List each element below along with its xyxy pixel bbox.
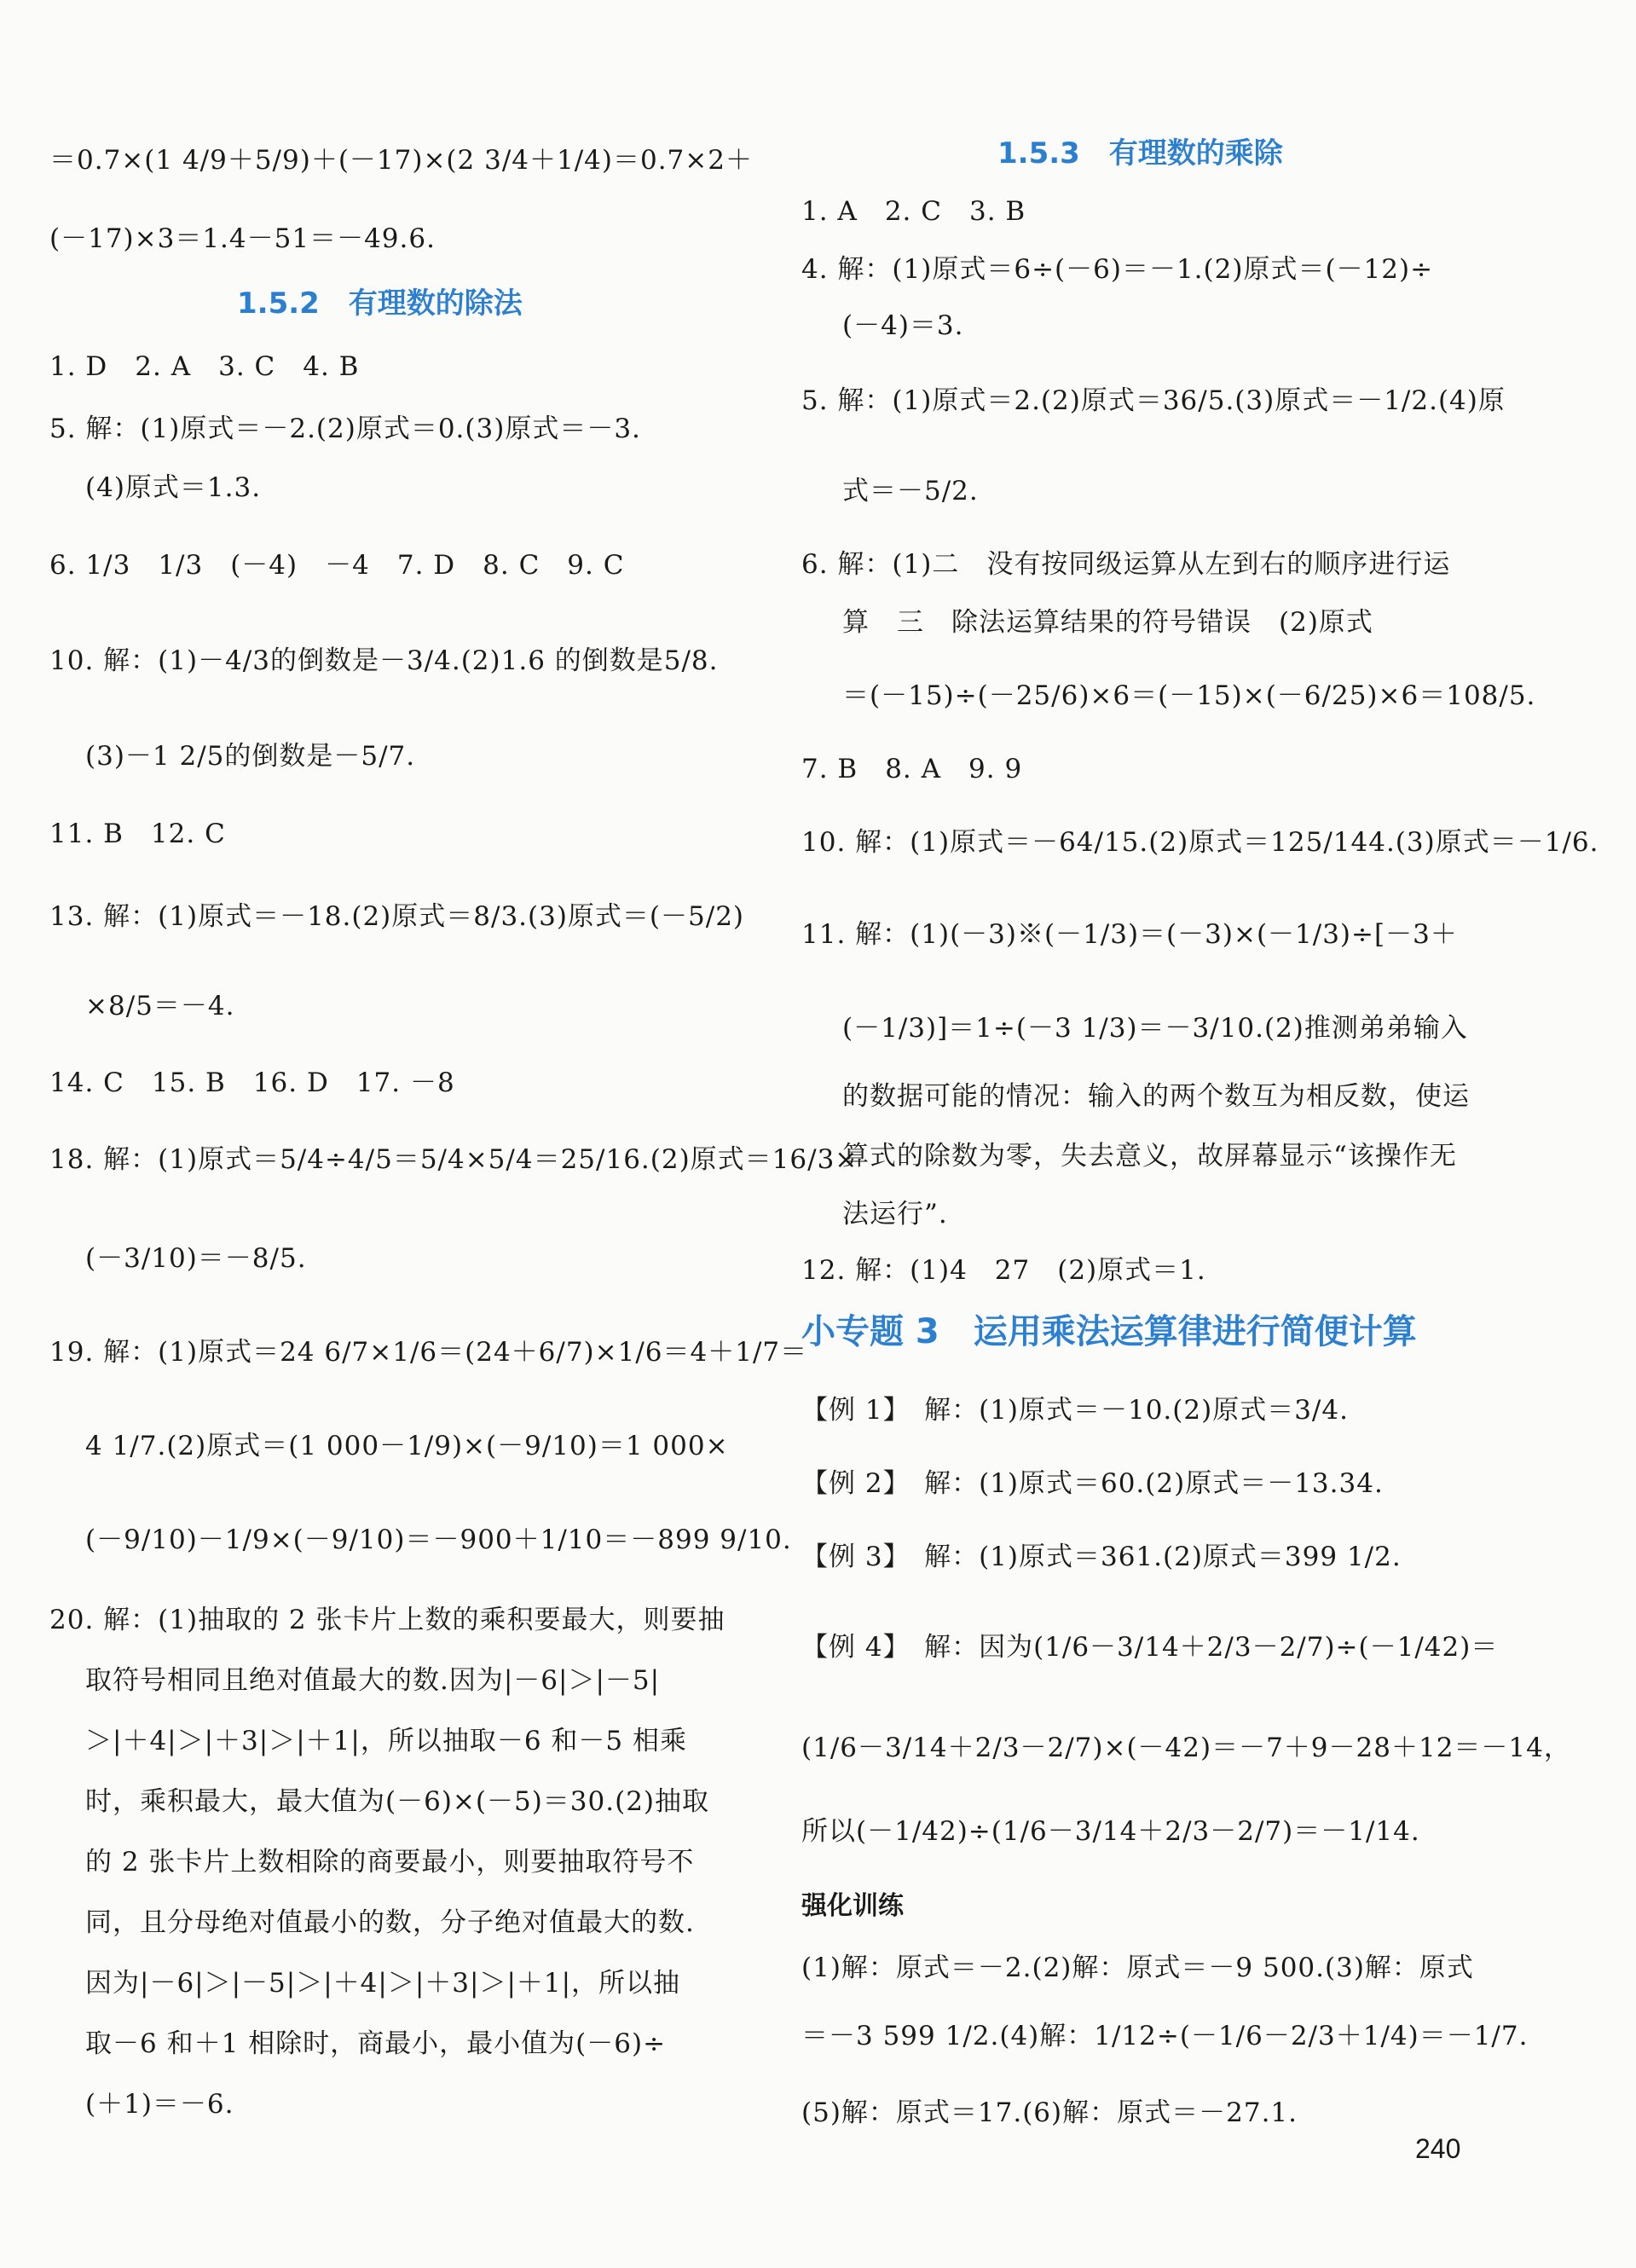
answer-item: 20. 解：(1)抽取的 2 张卡片上数的乘积要最大，则要抽 (49, 1605, 726, 1635)
answer-item: 7. B 8. A 9. 9 (801, 754, 1023, 784)
answer-item: 的数据可能的情况：输入的两个数互为相反数，使运 (842, 1081, 1470, 1112)
example-item: 所以(－1/42)÷(1/6－3/14＋2/3－2/7)＝－1/14. (801, 1816, 1420, 1847)
answer-item: 式＝－5/2. (842, 476, 979, 506)
answer-item: ＝(－15)÷(－25/6)×6＝(－15)×(－6/25)×6＝108/5. (842, 680, 1536, 711)
answer-item: 同，且分母绝对值最小的数，分子绝对值最大的数. (85, 1907, 695, 1938)
answer-item: 19. 解：(1)原式＝24 6/7×1/6＝(24＋6/7)×1/6＝4＋1/7＝ (49, 1337, 808, 1368)
answer-item: (－3/10)＝－8/5. (85, 1243, 307, 1274)
answer-item: 14. C 15. B 16. D 17. －8 (49, 1067, 455, 1098)
topic-title: 小专题 3 运用乘法运算律进行简便计算 (801, 1312, 1417, 1351)
answer-item: (－1/3)]＝1÷(－3 1/3)＝－3/10.(2)推测弟弟输入 (842, 1013, 1468, 1044)
answer-item: 6. 1/3 1/3 (－4) －4 7. D 8. C 9. C (49, 550, 625, 581)
answer-item: (－4)＝3. (842, 310, 964, 341)
answer-item: 4. 解：(1)原式＝6÷(－6)＝－1.(2)原式＝(－12)÷ (801, 254, 1434, 285)
answer-item: 算式的除数为零，失去意义，故屏幕显示“该操作无 (842, 1141, 1457, 1172)
right-column (801, 0, 1599, 2268)
answer-item: 13. 解：(1)原式＝－18.(2)原式＝8/3.(3)原式＝(－5/2) (49, 901, 745, 932)
answer-item: 5. 解：(1)原式＝2.(2)原式＝36/5.(3)原式＝－1/2.(4)原 (801, 385, 1506, 416)
training-item: (1)解：原式＝－2.(2)解：原式＝－9 500.(3)解：原式 (801, 1953, 1474, 1983)
training-item: ＝－3 599 1/2.(4)解：1/12÷(－1/6－2/3＋1/4)＝－1/7. (801, 2021, 1529, 2051)
example-item: 【例 1】 解：(1)原式＝－10.(2)原式＝3/4. (801, 1395, 1349, 1426)
answer-item: 4 1/7.(2)原式＝(1 000－1/9)×(－9/10)＝1 000× (85, 1431, 729, 1461)
answer-item: 的 2 张卡片上数相除的商要最小，则要抽取符号不 (85, 1847, 695, 1877)
answer-item: 5. 解：(1)原式＝－2.(2)原式＝0.(3)原式＝－3. (49, 414, 641, 444)
answer-item: 因为|－6|＞|－5|＞|＋4|＞|＋3|＞|＋1|，所以抽 (85, 1968, 681, 1999)
answer-item: 取－6 和＋1 相除时，商最小，最小值为(－6)÷ (85, 2028, 667, 2059)
example-item: (1/6－3/14＋2/3－2/7)×(－42)＝－7＋9－28＋12＝－14， (801, 1733, 1571, 1763)
answer-item: 10. 解：(1)原式＝－64/15.(2)原式＝125/144.(3)原式＝－1/6. (801, 827, 1599, 858)
answer-item: ＞|＋4|＞|＋3|＞|＋1|，所以抽取－6 和－5 相乘 (85, 1726, 687, 1756)
section-title: 1.5.2 有理数的除法 (237, 286, 523, 321)
section-title: 1.5.3 有理数的乘除 (997, 136, 1283, 171)
answer-item: 18. 解：(1)原式＝5/4÷4/5＝5/4×5/4＝25/16.(2)原式＝16/3× (49, 1144, 858, 1175)
text-line: ＝0.7×(1 4/9＋5/9)＋(－17)×(2 3/4＋1/4)＝0.7×2＋ (49, 145, 753, 176)
answer-item: 12. 解：(1)4 27 (2)原式＝1. (801, 1255, 1206, 1286)
training-title: 强化训练 (801, 1891, 904, 1921)
answer-item: 10. 解：(1)－4/3的倒数是－3/4.(2)1.6 的倒数是5/8. (49, 645, 719, 676)
answer-item: 1. A 2. C 3. B (801, 196, 1026, 227)
answer-item: 11. B 12. C (49, 819, 226, 849)
answer-item: 算 三 除法运算结果的符号错误 (2)原式 (842, 607, 1373, 638)
answer-item: 法运行”. (842, 1199, 948, 1229)
answer-item: (3)－1 2/5的倒数是－5/7. (85, 741, 416, 772)
answer-item: 11. 解：(1)(－3)※(－1/3)＝(－3)×(－1/3)÷[－3＋ (801, 919, 1458, 950)
answer-item: 1. D 2. A 3. C 4. B (49, 351, 360, 382)
answer-item: 取符号相同且绝对值最大的数.因为|－6|＞|－5| (85, 1665, 661, 1696)
example-item: 【例 3】 解：(1)原式＝361.(2)原式＝399 1/2. (801, 1542, 1402, 1572)
answer-item: (＋1)＝－6. (85, 2089, 234, 2120)
example-item: 【例 4】 解：因为(1/6－3/14＋2/3－2/7)÷(－1/42)＝ (801, 1632, 1499, 1663)
answer-item: (－9/10)－1/9×(－9/10)＝－900＋1/10＝－899 9/10. (85, 1525, 792, 1555)
answer-item: (4)原式＝1.3. (85, 472, 262, 503)
page-number: 240 (1415, 2133, 1461, 2164)
training-item: (5)解：原式＝17.(6)解：原式＝－27.1. (801, 2097, 1298, 2128)
answer-item: 6. 解：(1)二 没有按同级运算从左到右的顺序进行运 (801, 549, 1451, 580)
answer-item: ×8/5＝－4. (85, 991, 235, 1021)
example-item: 【例 2】 解：(1)原式＝60.(2)原式＝－13.34. (801, 1468, 1384, 1499)
text-line: (－17)×3＝1.4－51＝－49.6. (49, 223, 436, 254)
answer-item: 时，乘积最大，最大值为(－6)×(－5)＝30.(2)抽取 (85, 1786, 710, 1817)
